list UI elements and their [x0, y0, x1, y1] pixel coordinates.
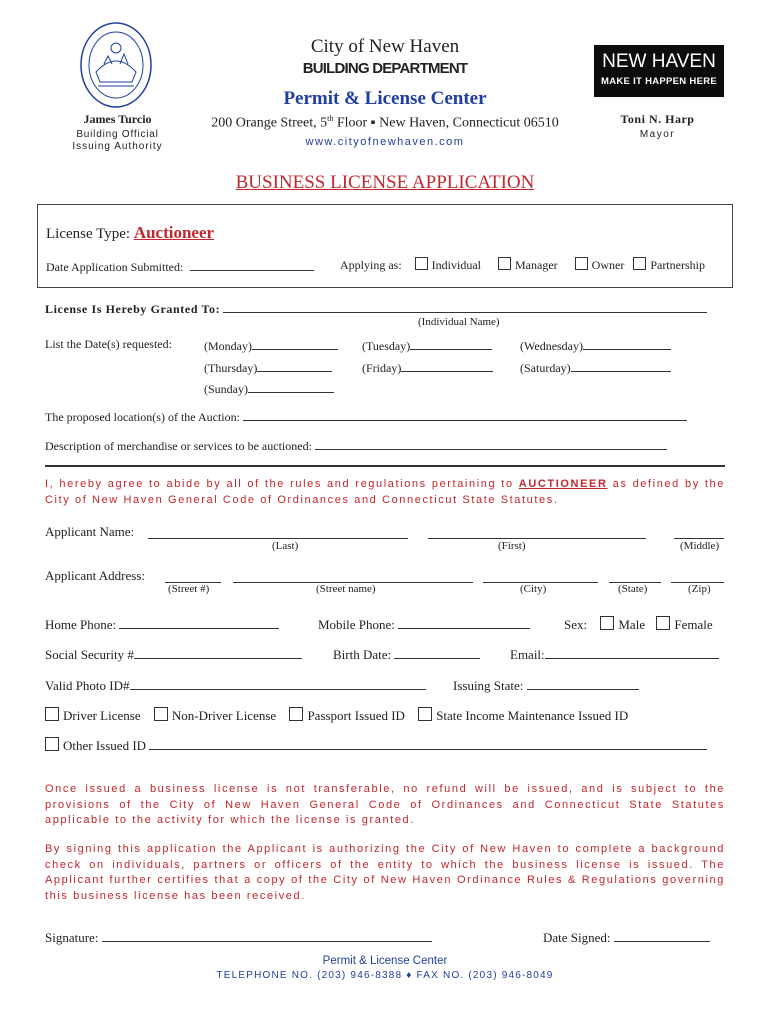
address-part1: 200 Orange Street, 5 [211, 115, 328, 131]
license-type-row [46, 223, 214, 243]
checkbox-other-id[interactable] [45, 737, 59, 751]
signature-row [45, 929, 432, 946]
street-no-caption: (Street #) [168, 583, 210, 595]
option-label: Owner [591, 258, 625, 272]
applicant-name-label: Applicant Name: [45, 524, 135, 539]
city-name: City of New Haven [310, 36, 460, 57]
seal-icon [78, 20, 154, 110]
header-center [180, 36, 590, 112]
home-phone-row [45, 616, 279, 633]
address-sup: th [327, 114, 334, 123]
day-sunday [204, 380, 334, 397]
friday-field[interactable] [401, 359, 493, 372]
wednesday-field[interactable] [583, 337, 671, 350]
sex-female[interactable] [656, 617, 712, 632]
home-phone-label: Home Phone: [45, 617, 117, 632]
first-caption: (First) [498, 540, 526, 552]
middle-caption: (Middle) [680, 540, 720, 552]
other-id-row [45, 737, 707, 754]
footer-center-name: Permit & License Center [322, 955, 448, 967]
website-text[interactable]: www.cityofnewhaven.com [305, 136, 465, 148]
day-label: (Saturday) [520, 361, 571, 375]
issuing-state-field[interactable] [527, 677, 639, 690]
mayor-title: Mayor [639, 129, 676, 140]
official-block [50, 112, 185, 152]
applying-owner[interactable] [575, 258, 625, 272]
new-haven-logo [594, 45, 724, 97]
day-label: (Thursday) [204, 361, 258, 375]
day-thursday [204, 359, 332, 376]
day-tuesday [362, 337, 492, 354]
middle-name-field[interactable] [674, 526, 724, 539]
merchandise-label: Description of merchandise or services to be auctioned: [45, 439, 312, 453]
id-option-label: State Income Maintenance Issued ID [436, 708, 629, 723]
birth-date-label: Birth Date: [333, 647, 392, 662]
sex-male[interactable] [600, 617, 645, 632]
street-name-field[interactable] [233, 570, 473, 583]
checkbox-manager[interactable] [498, 257, 511, 270]
first-name-field[interactable] [428, 526, 646, 539]
checkbox-individual[interactable] [415, 257, 428, 270]
notice-transferable: Once issued a business license is not transferable, no refund will be issued, and is subject to the provisions of the City of New Haven General Code of Ordinances and Connecticut State Statutes applicable to the activity for which the license is granted. [45, 783, 725, 826]
date-signed-label: Date Signed: [543, 930, 611, 945]
thursday-field[interactable] [257, 359, 332, 372]
sunday-field[interactable] [248, 380, 334, 393]
agreement-text [45, 476, 725, 508]
date-signed-row [543, 929, 710, 946]
zip-field[interactable] [671, 570, 724, 583]
date-submitted-row [46, 258, 314, 275]
id-type-row [45, 707, 628, 724]
dates-requested-label: List the Date(s) requested: [45, 337, 172, 351]
date-submitted-field[interactable] [190, 258, 314, 271]
signature-label: Signature: [45, 930, 99, 945]
birth-date-row [333, 646, 480, 663]
location-field[interactable] [243, 408, 687, 421]
license-type-box [37, 204, 733, 288]
logo-line2: MAKE IT HAPPEN HERE [600, 76, 718, 87]
footer-phone-fax: TELEPHONE NO. (203) 946-8388 ♦ FAX NO. (203) 946-8049 [216, 970, 554, 981]
state-caption: (State) [618, 583, 648, 595]
location-row [45, 408, 687, 425]
ssn-row [45, 646, 302, 663]
mobile-phone-row [318, 616, 530, 633]
street-name-caption: (Street name) [316, 583, 376, 595]
form-title: BUSINESS LICENSE APPLICATION [235, 172, 535, 193]
applying-partnership[interactable] [633, 258, 705, 272]
sex-row [564, 616, 713, 633]
email-field[interactable] [545, 646, 719, 659]
date-submitted-label: Date Application Submitted: [46, 260, 184, 274]
day-label: (Wednesday) [520, 339, 584, 353]
license-type-value: Auctioneer [133, 223, 215, 242]
last-name-field[interactable] [148, 526, 408, 539]
day-label: (Tuesday) [362, 339, 411, 353]
mayor-block [600, 112, 715, 140]
other-id-field[interactable] [149, 737, 707, 750]
option-label: Partnership [650, 258, 705, 272]
merchandise-field[interactable] [315, 437, 667, 450]
applying-as-row [340, 257, 705, 273]
photo-id-row [45, 677, 426, 694]
official-name: James Turcio [83, 112, 152, 126]
id-state-income[interactable] [418, 708, 628, 723]
location-label: The proposed location(s) of the Auction: [45, 410, 240, 424]
male-label: Male [618, 617, 646, 632]
tuesday-field[interactable] [410, 337, 492, 350]
granted-to-label: License Is Hereby Granted To: [45, 302, 221, 316]
state-field[interactable] [609, 570, 661, 583]
section-divider [45, 465, 725, 467]
day-saturday [520, 359, 671, 376]
photo-id-label: Valid Photo ID# [45, 678, 130, 693]
ssn-label: Social Security # [45, 647, 134, 662]
id-other[interactable] [45, 738, 146, 753]
home-phone-field[interactable] [119, 616, 279, 629]
logo-line1: NEW HAVEN [602, 51, 716, 72]
id-option-label: Driver License [63, 708, 141, 723]
ssn-field[interactable] [134, 646, 302, 659]
id-passport[interactable] [289, 708, 405, 723]
city-seal [78, 20, 154, 110]
day-monday [204, 337, 338, 354]
website-link[interactable] [180, 136, 590, 148]
checkbox-female[interactable] [656, 616, 670, 630]
zip-caption: (Zip) [688, 583, 711, 595]
city-caption: (City) [520, 583, 547, 595]
day-label: (Monday) [204, 339, 252, 353]
birth-date-field[interactable] [394, 646, 480, 659]
agreement-pre: I, hereby agree to abide by all of the rules and regulations pertaining to [45, 478, 519, 490]
checkbox-state-income[interactable] [418, 707, 432, 721]
option-label: Manager [515, 258, 558, 272]
signature-field[interactable] [102, 929, 432, 942]
individual-name-caption: (Individual Name) [418, 316, 500, 328]
center-name: Permit & License Center [283, 88, 487, 109]
department-name: BUILDING DEPARTMENT [302, 60, 468, 77]
email-label: Email: [510, 647, 545, 662]
id-option-label: Passport Issued ID [307, 708, 405, 723]
email-row [510, 646, 719, 663]
mobile-phone-field[interactable] [398, 616, 530, 629]
day-friday [362, 359, 493, 376]
header-address [180, 114, 590, 132]
id-driver-license[interactable] [45, 708, 141, 723]
last-caption: (Last) [272, 540, 299, 552]
granted-to-field[interactable] [223, 300, 707, 313]
checkbox-passport[interactable] [289, 707, 303, 721]
official-subtitle: Issuing Authority [72, 141, 163, 152]
checkbox-male[interactable] [600, 616, 614, 630]
monday-field[interactable] [252, 337, 338, 350]
checkbox-non-driver-license[interactable] [154, 707, 168, 721]
date-signed-field[interactable] [614, 929, 710, 942]
mayor-name: Toni N. Harp [620, 112, 695, 126]
female-label: Female [674, 617, 713, 632]
day-wednesday [520, 337, 671, 354]
applying-as-label: Applying as: [340, 258, 402, 272]
checkbox-owner[interactable] [575, 257, 588, 270]
notice-background-check: By signing this application the Applicant is authorizing the City of New Haven to complete a background check on individuals, partners or officers of the entity to which the business license is issued. The Applicant further certifies that a copy of the City of New Haven Ordinance Rules & Regulations governing this business license has been received. [45, 843, 725, 902]
merchandise-row [45, 437, 667, 454]
other-id-label: Other Issued ID [63, 738, 147, 753]
day-label: (Friday) [362, 361, 402, 375]
checkbox-driver-license[interactable] [45, 707, 59, 721]
checkbox-partnership[interactable] [633, 257, 646, 270]
sex-label: Sex: [564, 617, 588, 632]
id-non-driver-license[interactable] [154, 708, 276, 723]
address-part2: Floor ▪ New Haven, Connecticut 06510 [333, 115, 559, 131]
photo-id-field[interactable] [130, 677, 426, 690]
issuing-state-row [453, 677, 639, 694]
agreement-post: as defined by the City of New Haven General Code of Ordinances and Connecticut State Statutes. [45, 478, 725, 506]
city-field[interactable] [483, 570, 598, 583]
day-label: (Sunday) [204, 382, 248, 396]
saturday-field[interactable] [571, 359, 671, 372]
applicant-address-label: Applicant Address: [45, 568, 146, 583]
official-title: Building Official [76, 129, 159, 140]
applying-manager[interactable] [498, 258, 558, 272]
granted-to-row [45, 300, 725, 317]
street-no-field[interactable] [165, 570, 221, 583]
agreement-license-type: AUCTIONEER [518, 478, 608, 490]
applying-individual[interactable] [415, 258, 481, 272]
license-type-label: License Type: [46, 226, 131, 242]
id-option-label: Non-Driver License [171, 708, 277, 723]
mobile-phone-label: Mobile Phone: [318, 617, 395, 632]
issuing-state-label: Issuing State: [453, 678, 524, 693]
option-label: Individual [431, 258, 481, 272]
